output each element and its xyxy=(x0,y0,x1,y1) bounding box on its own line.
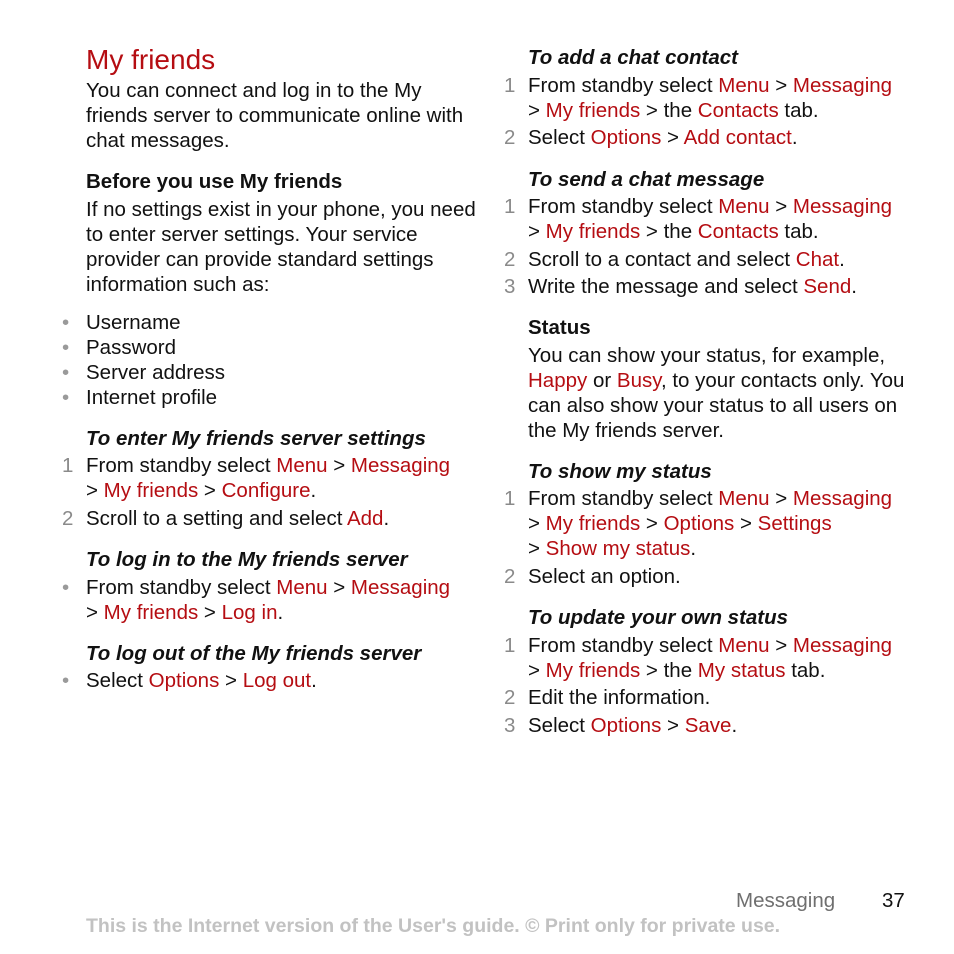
my-friends-link: My friends xyxy=(103,601,199,624)
logout-heading: To log out of the My friends server xyxy=(86,642,422,665)
update-status-heading: To update your own status xyxy=(528,606,789,629)
show-my-status-link: Show my status xyxy=(545,537,691,560)
menu-link: Menu xyxy=(718,487,770,510)
bullet-icon: • xyxy=(62,311,70,334)
configure-link: Configure xyxy=(221,479,311,502)
add-link: Add xyxy=(346,507,384,530)
add-contact-heading: To add a chat contact xyxy=(528,46,738,69)
before-heading: Before you use My friends xyxy=(86,170,343,193)
messaging-link: Messaging xyxy=(350,576,451,599)
intro-paragraph: You can connect and log in to the My friends server to communicate online with chat messages. xyxy=(86,79,464,152)
my-friends-link: My friends xyxy=(103,479,199,502)
list-item: • Password xyxy=(62,336,177,359)
my-friends-link: My friends xyxy=(545,99,641,122)
menu-link: Menu xyxy=(718,195,770,218)
show-status-step-1: 1 From standby select Menu > Messaging > My friends > Options > Settings > Show my status. xyxy=(504,487,893,560)
my-status-link: My status xyxy=(697,659,786,682)
send-message-heading: To send a chat message xyxy=(528,168,765,191)
bullet-icon: • xyxy=(62,386,70,409)
update-status-step-2: 2 Edit the information. xyxy=(504,686,711,709)
my-friends-link: My friends xyxy=(545,512,641,535)
list-item: • Username xyxy=(62,311,181,334)
bullet-icon: • xyxy=(62,361,70,384)
bullet-icon: • xyxy=(62,336,70,359)
contacts-link: Contacts xyxy=(697,99,779,122)
menu-link: Menu xyxy=(718,74,770,97)
status-paragraph: You can show your status, for example, Happy or Busy, to your contacts only. You can also show your status to all users on the My friends server. xyxy=(528,344,905,442)
options-link: Options xyxy=(590,714,662,737)
show-status-heading: To show my status xyxy=(528,460,712,483)
logout-step: • Select Options > Log out. xyxy=(62,669,317,692)
send-message-step-1: 1 From standby select Menu > Messaging > My friends > the Contacts tab. xyxy=(504,195,893,243)
enter-settings-step-1: 1 From standby select Menu > Messaging > My friends > Configure. xyxy=(62,454,451,502)
status-heading: Status xyxy=(528,316,591,339)
log-out-link: Log out xyxy=(242,669,312,692)
menu-link: Menu xyxy=(718,634,770,657)
messaging-link: Messaging xyxy=(792,195,893,218)
save-link: Save xyxy=(684,714,732,737)
page-number: 37 xyxy=(882,889,905,912)
show-status-step-2: 2 Select an option. xyxy=(504,565,681,588)
enter-settings-step-2: 2 Scroll to a setting and select Add. xyxy=(62,507,390,530)
messaging-link: Messaging xyxy=(792,74,893,97)
list-item: • Internet profile xyxy=(62,386,218,409)
update-status-step-3: 3 Select Options > Save. xyxy=(504,714,738,737)
send-message-step-3: 3 Write the message and select Send. xyxy=(504,275,857,298)
contacts-link: Contacts xyxy=(697,220,779,243)
happy-link: Happy xyxy=(528,369,588,392)
my-friends-link: My friends xyxy=(545,220,641,243)
menu-link: Menu xyxy=(276,576,328,599)
chat-link: Chat xyxy=(795,248,840,271)
login-step: • From standby select Menu > Messaging > My friends > Log in. xyxy=(62,576,451,624)
send-message-step-2: 2 Scroll to a contact and select Chat. xyxy=(504,248,845,271)
enter-settings-heading: To enter My friends server settings xyxy=(86,427,426,450)
options-link: Options xyxy=(663,512,735,535)
send-link: Send xyxy=(803,275,852,298)
busy-link: Busy xyxy=(616,369,661,392)
list-item: • Server address xyxy=(62,361,226,384)
login-heading: To log in to the My friends server xyxy=(86,548,408,571)
settings-link: Settings xyxy=(757,512,832,535)
page-title: My friends xyxy=(86,44,216,75)
log-in-link: Log in xyxy=(221,601,278,624)
add-contact-link: Add contact xyxy=(683,126,792,149)
messaging-link: Messaging xyxy=(792,634,893,657)
options-link: Options xyxy=(148,669,220,692)
footer-section-name: Messaging xyxy=(736,889,836,912)
add-contact-step-2: 2 Select Options > Add contact. xyxy=(504,126,798,149)
messaging-link: Messaging xyxy=(350,454,451,477)
my-friends-link: My friends xyxy=(545,659,641,682)
update-status-step-1: 1 From standby select Menu > Messaging > My friends > the My status tab. xyxy=(504,634,893,682)
footer-disclaimer: This is the Internet version of the User's guide. © Print only for private use. xyxy=(86,915,781,937)
bullet-icon: • xyxy=(62,669,70,692)
bullet-icon: • xyxy=(62,576,70,599)
add-contact-step-1: 1 From standby select Menu > Messaging > My friends > the Contacts tab. xyxy=(504,74,893,122)
messaging-link: Messaging xyxy=(792,487,893,510)
options-link: Options xyxy=(590,126,662,149)
before-paragraph: If no settings exist in your phone, you need to enter server settings. Your service provider can provide standard settings information such as: xyxy=(86,198,476,296)
menu-link: Menu xyxy=(276,454,328,477)
